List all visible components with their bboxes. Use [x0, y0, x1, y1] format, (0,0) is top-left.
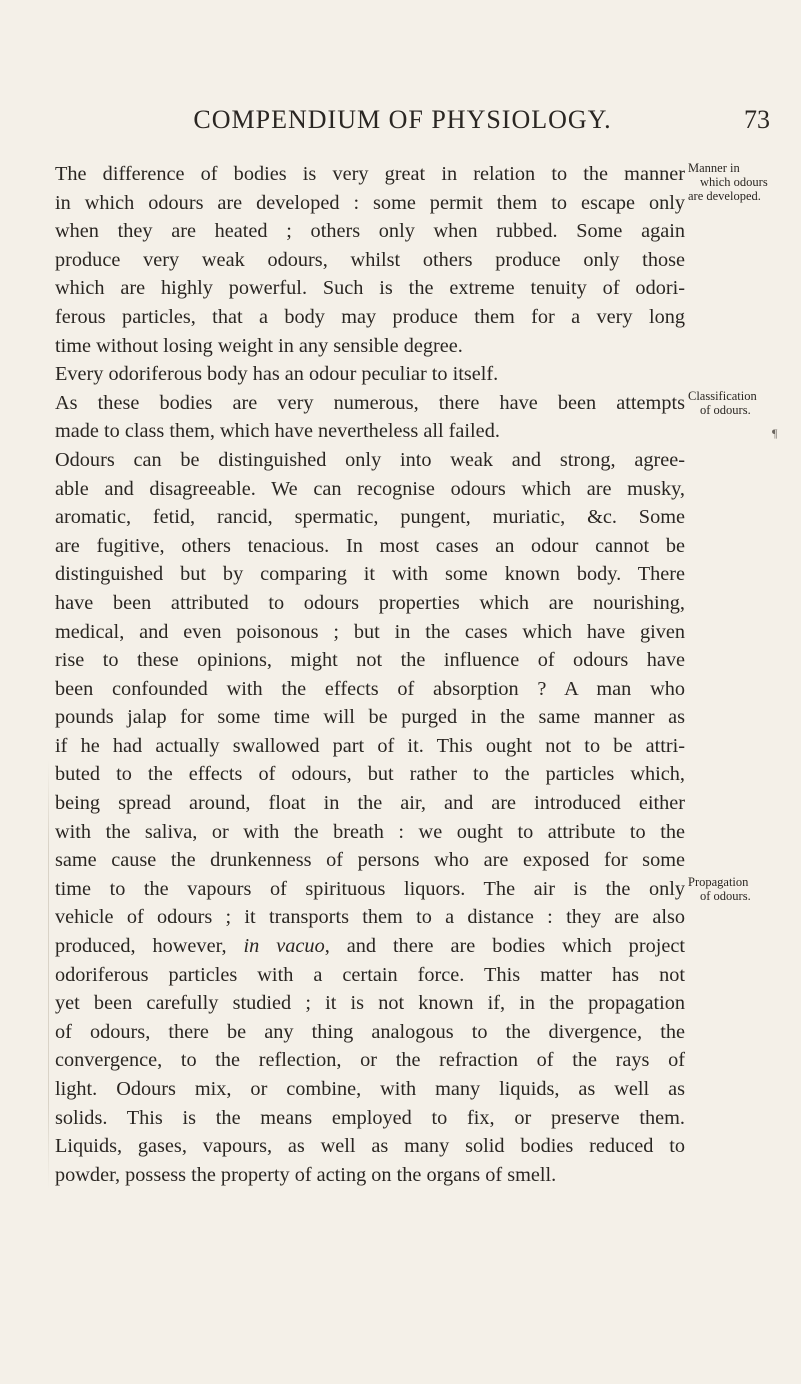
text-line: have been attributed to odours properties which are nourishing, — [55, 591, 685, 614]
text-line: pounds jalap for some time will be purged in the same manner as — [55, 706, 685, 729]
text-line: when they are heated ; others only when rubbed. Some again — [55, 220, 685, 243]
text-line: time to the vapours of spirituous liquors. The air is the only — [55, 877, 685, 900]
text-line: able and disagreeable. We can recognise odours which are musky, — [55, 477, 685, 500]
text-line: being spread around, float in the air, and are introduced either — [55, 792, 685, 815]
page-number: 73 — [744, 105, 770, 134]
margin-note-line: which odours — [700, 175, 768, 189]
text-line: which are highly powerful. Such is the extreme tenuity of odori- — [55, 277, 685, 300]
text-line: Every odoriferous body has an odour peculiar to itself. — [55, 363, 499, 386]
text-line: of odours, there be any thing analogous to the divergence, the — [55, 1020, 685, 1043]
text-line: are fugitive, others tenacious. In most cases an odour cannot be — [55, 534, 685, 557]
margin-note-manner — [688, 161, 798, 203]
text-line: rise to these opinions, might not the influence of odours have — [55, 649, 685, 672]
text-line: As these bodies are very numerous, there have been attempts — [55, 391, 685, 414]
text-line: with the saliva, or with the breath : we ought to attribute to the — [55, 820, 685, 843]
margin-note-line: Propagation — [688, 875, 749, 889]
stray-mark: ¶ — [772, 426, 778, 440]
page-fold-shadow — [48, 760, 49, 1190]
italic-phrase: in vacuo — [243, 935, 325, 958]
body-text — [55, 160, 685, 1189]
margin-note-line: of odours. — [700, 889, 751, 903]
text-line: medical, and even poisonous ; but in the cases which have given — [55, 620, 685, 643]
text-line: aromatic, fetid, rancid, spermatic, pungent, muriatic, &c. Some — [55, 506, 685, 529]
text-line: yet been carefully studied ; it is not known if, in the propagation — [55, 992, 685, 1015]
text-line: Odours can be distinguished only into weak and strong, agree- — [55, 448, 685, 471]
text-line: time without losing weight in any sensible degree. — [55, 334, 463, 357]
page-header — [35, 105, 770, 139]
margin-note-line: Classification — [688, 389, 757, 403]
text-line: buted to the effects of odours, but rather to the particles which, — [55, 763, 685, 786]
text-line: Liquids, gases, vapours, as well as many solid bodies reduced to — [55, 1135, 685, 1158]
text-line: made to class them, which have nevertheless all failed. — [55, 420, 500, 443]
text-line: convergence, to the reflection, or the refraction of the rays of — [55, 1049, 685, 1072]
margin-note-line: Manner in — [688, 161, 740, 175]
text-line: solids. This is the means employed to fix, or preserve them. — [55, 1106, 685, 1129]
text-line: if he had actually swallowed part of it. This ought not to be attri- — [55, 734, 685, 757]
margin-note-line: of odours. — [700, 403, 751, 417]
text-line: same cause the drunkenness of persons who are exposed for some — [55, 849, 685, 872]
text-line: in which odours are developed : some permit them to escape only — [55, 191, 685, 214]
text-line: distinguished but by comparing it with some known body. There — [55, 563, 685, 586]
text-line: powder, possess the property of acting on the organs of smell. — [55, 1163, 557, 1186]
text-line: been confounded with the effects of absorption ? A man who — [55, 677, 685, 700]
text-segment: produced, however, — [55, 935, 244, 958]
text-line: vehicle of odours ; it transports them to a distance : they are also — [55, 906, 685, 929]
text-line: odoriferous particles with a certain force. This matter has not — [55, 963, 685, 986]
margin-note-classification — [688, 389, 798, 417]
text-line: The difference of bodies is very great in relation to the manner — [55, 163, 685, 185]
text-line: produce very weak odours, whilst others produce only those — [55, 248, 685, 271]
text-segment: , and there are bodies which project — [324, 935, 685, 958]
margin-note-propagation — [688, 875, 798, 903]
text-line: ferous particles, that a body may produce them for a very long — [55, 305, 685, 328]
margin-note-line: are developed. — [688, 189, 761, 203]
text-line — [55, 932, 685, 961]
text-line: light. Odours mix, or combine, with many liquids, as well as — [55, 1078, 685, 1100]
running-title: COMPENDIUM OF PHYSIOLOGY. — [193, 105, 612, 134]
